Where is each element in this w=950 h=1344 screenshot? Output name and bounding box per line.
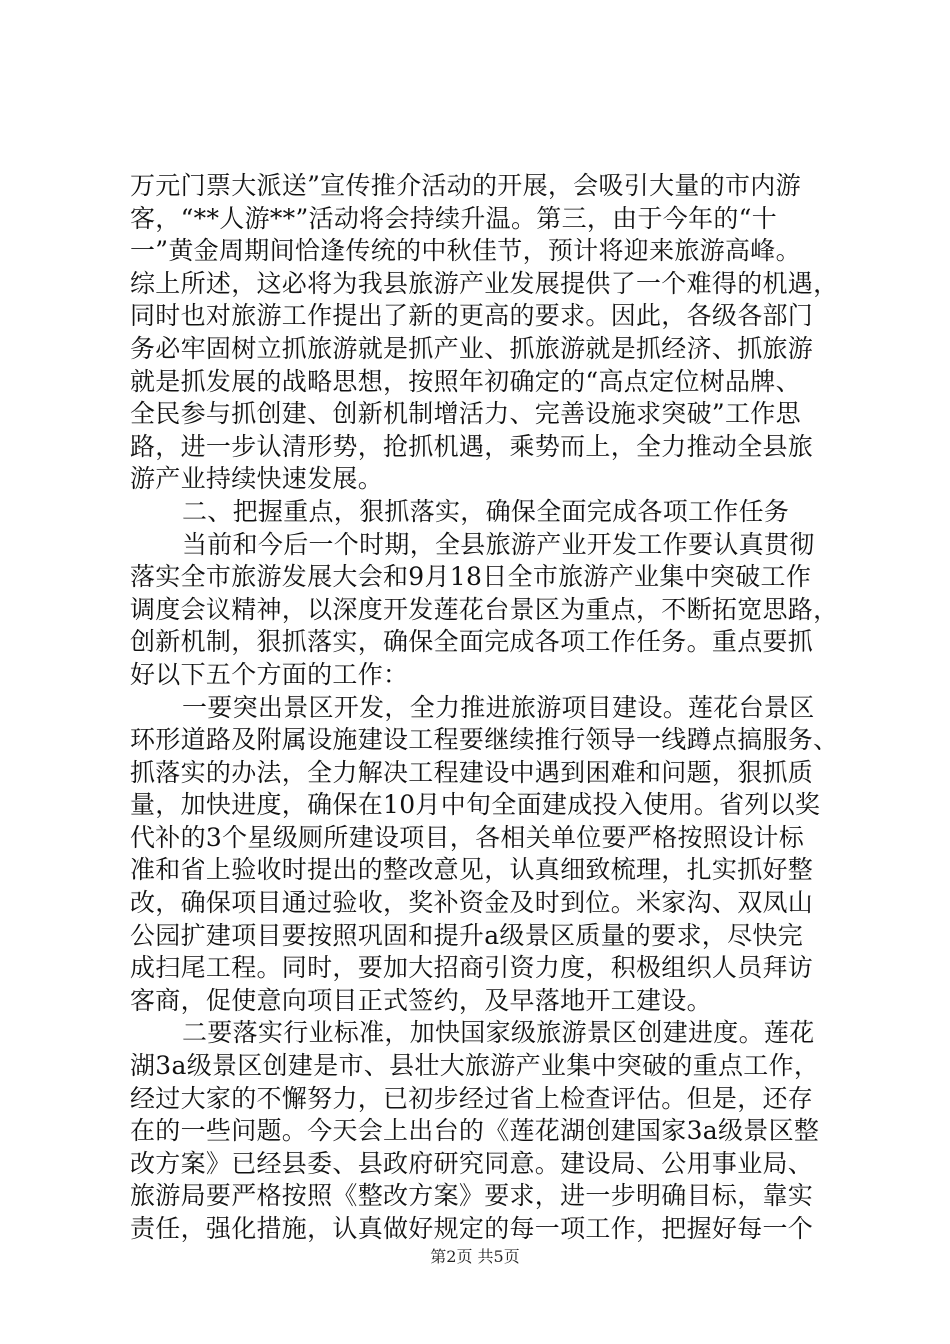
text-line: 准和省上验收时提出的整改意见，认真细致梳理，扎实抓好整 — [130, 855, 814, 885]
text-line: 环形道路及附属设施建设工程要继续推行领导一线蹲点搞服务、 — [130, 725, 839, 755]
text-line: 路，进一步认清形势，抢抓机遇，乘势而上，全力推动全县旅 — [130, 431, 814, 461]
text-line: 改方案》已经县委、县政府研究同意。建设局、公用事业局、 — [130, 1148, 814, 1178]
text-line: 客商，促使意向项目正式签约，及早落地开工建设。 — [130, 985, 712, 1015]
text-line: 量，加快进度，确保在10月中旬全面建成投入使用。省列以奖 — [130, 790, 821, 820]
body-text — [130, 170, 839, 1246]
text-line: 就是抓发展的战略思想，按照年初确定的“高点定位树品牌、 — [130, 366, 801, 396]
text-line: 游产业持续快速发展。 — [130, 464, 384, 494]
text-line: 湖3a级景区创建是市、县壮大旅游产业集中突破的重点工作， — [130, 1051, 820, 1081]
text-line: 抓落实的办法，全力解决工程建设中遇到困难和问题，狠抓质 — [130, 757, 814, 787]
text-line: 二、把握重点，狠抓落实，确保全面完成各项工作任务 — [182, 496, 790, 526]
text-line: 客，“**人游**”活动将会持续升温。第三，由于今年的“十 — [130, 203, 778, 233]
text-line: 公园扩建项目要按照巩固和提升a级景区质量的要求，尽快完 — [130, 920, 804, 950]
text-line: 好以下五个方面的工作： — [130, 659, 409, 689]
text-line: 万元门票大派送”宣传推介活动的开展，会吸引大量的市内游 — [130, 171, 801, 200]
text-line: 务必牢固树立抓旅游就是抓产业、抓旅游就是抓经济、抓旅游 — [130, 333, 814, 363]
text-line: 落实全市旅游发展大会和9月18日全市旅游产业集中突破工作 — [130, 562, 812, 592]
text-line: 创新机制，狠抓落实，确保全面完成各项工作任务。重点要抓 — [130, 627, 814, 657]
text-line: 综上所述，这必将为我县旅游产业发展提供了一个难得的机遇， — [130, 268, 839, 298]
text-line: 二要落实行业标准，加快国家级旅游景区创建进度。莲花 — [182, 1018, 815, 1048]
page-footer: 第2页 共5页 — [430, 1247, 520, 1266]
text-line: 代补的3个星级厕所建设项目，各相关单位要严格按照设计标 — [130, 822, 805, 852]
text-line: 改，确保项目通过验收，奖补资金及时到位。米家沟、双凤山 — [130, 888, 814, 918]
text-line: 经过大家的不懈努力，已初步经过省上检查评估。但是，还存 — [130, 1083, 814, 1113]
text-line: 旅游局要严格按照《整改方案》要求，进一步明确目标，靠实 — [130, 1181, 814, 1211]
text-line: 一要突出景区开发，全力推进旅游项目建设。莲花台景区 — [182, 692, 815, 722]
text-line: 成扫尾工程。同时，要加大招商引资力度，积极组织人员拜访 — [130, 953, 814, 983]
text-line: 调度会议精神，以深度开发莲花台景区为重点，不断拓宽思路， — [130, 594, 839, 624]
text-line: 责任，强化措施，认真做好规定的每一项工作，把握好每一个 — [130, 1214, 814, 1243]
text-line: 在的一些问题。今天会上出台的《莲花湖创建国家3a级景区整 — [130, 1116, 820, 1146]
text-line: 一”黄金周期间恰逢传统的中秋佳节，预计将迎来旅游高峰。 — [130, 236, 801, 266]
text-line: 同时也对旅游工作提出了新的更高的要求。因此，各级各部门 — [130, 301, 814, 331]
text-line: 全民参与抓创建、创新机制增活力、完善设施求突破”工作思 — [130, 399, 801, 429]
text-line: 当前和今后一个时期，全县旅游产业开发工作要认真贯彻 — [182, 529, 815, 559]
